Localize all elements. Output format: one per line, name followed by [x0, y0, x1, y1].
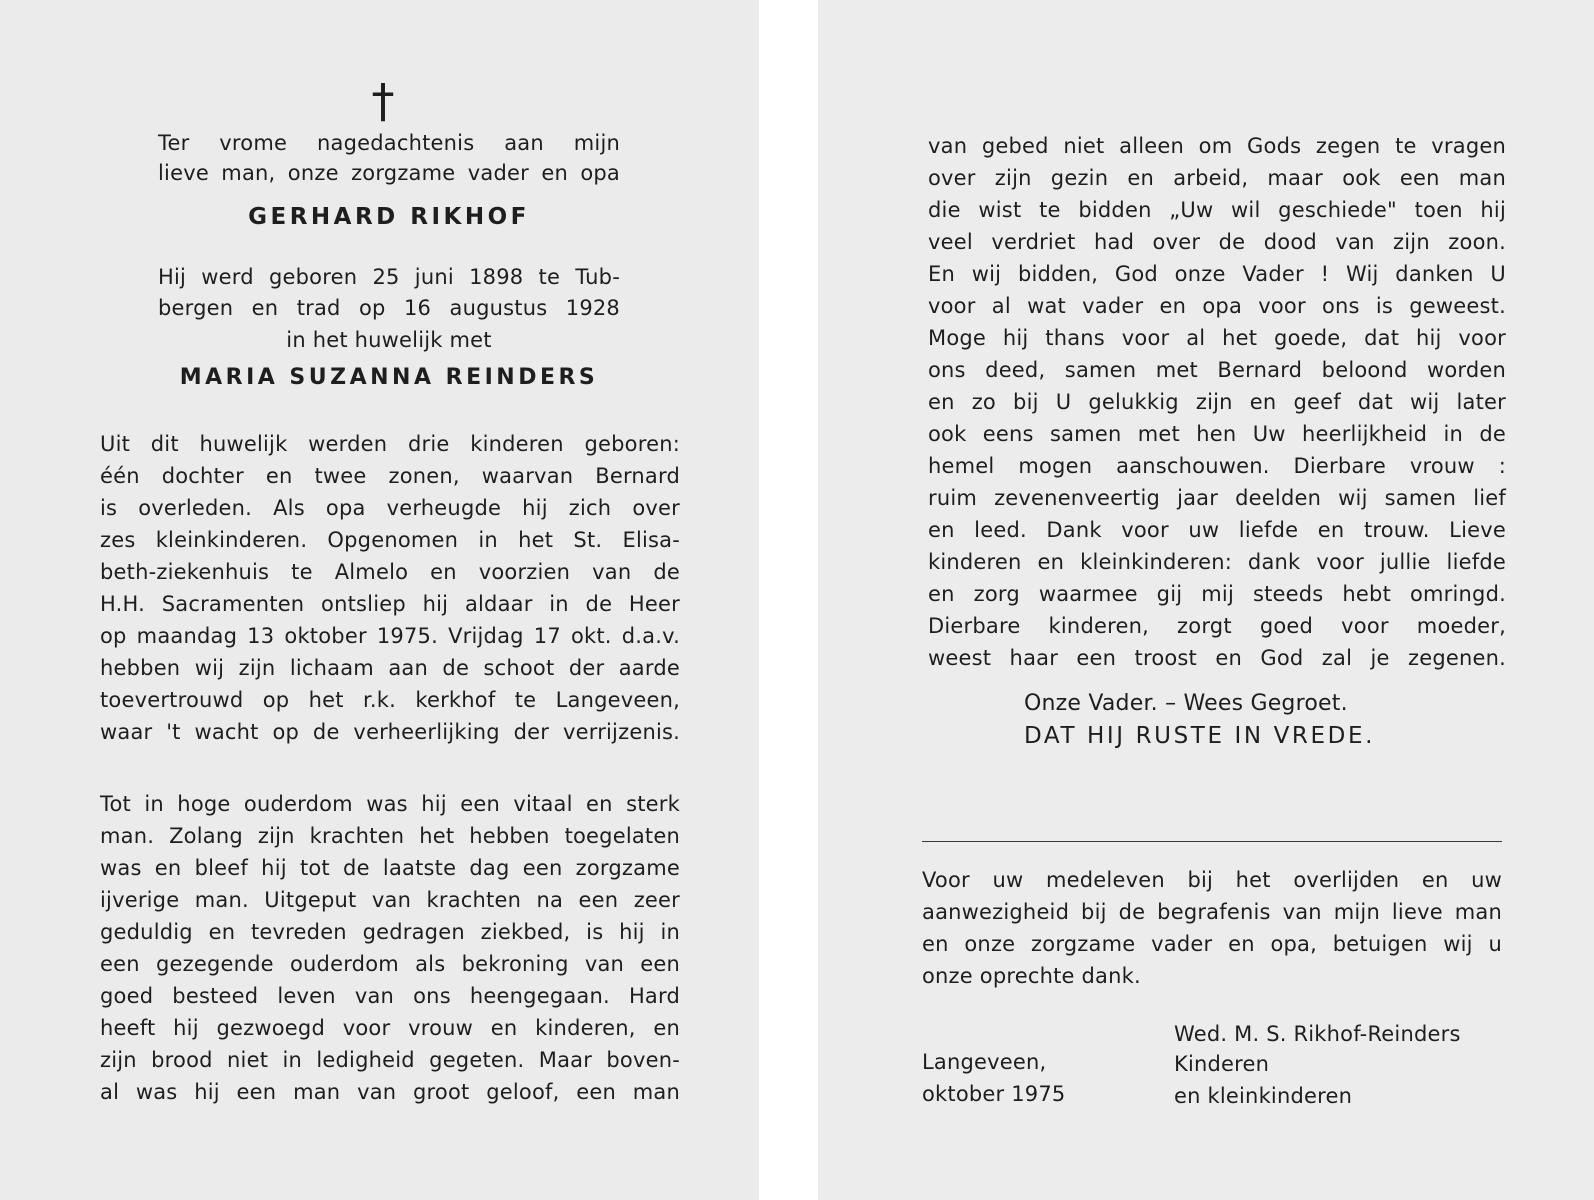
- text-line: al was hij een man van groot geloof, een man: [100, 1080, 680, 1104]
- text-line: waar 't wacht op de verheerlijking der verrijzenis.: [100, 720, 680, 744]
- date: oktober 1975: [922, 1082, 1066, 1106]
- text-line: man. Zolang zijn krachten het hebben toegelaten: [100, 824, 680, 848]
- text-line: en leed. Dank voor uw liefde en trouw. Lieve: [928, 518, 1506, 542]
- text-line: onze oprechte dank.: [922, 964, 1141, 988]
- text-line: hemel mogen aanschouwen. Dierbare vrouw :: [928, 454, 1506, 478]
- text-line: en zorg waarmee gij mij steeds hebt omringd.: [928, 582, 1506, 606]
- text-line: over zijn gezin en arbeid, maar ook een man: [928, 166, 1506, 190]
- text-line: van gebed niet alleen om Gods zegen te vragen: [928, 134, 1506, 158]
- text-line: weest haar een troost en God zal je zegenen.: [928, 646, 1506, 670]
- text-line: En wij bidden, God onze Vader ! Wij danken U: [928, 262, 1506, 286]
- text-line: aanwezigheid bij de begrafenis van mijn lieve man: [922, 900, 1502, 924]
- deceased-name: GERHARD RIKHOF: [248, 204, 530, 230]
- text-line: een gezegende ouderdom als bekroning van een: [100, 952, 680, 976]
- birth-line: Hij werd geboren 25 juni 1898 te Tub-: [158, 265, 620, 289]
- prayer-line: Onze Vader. – Wees Gegroet.: [1024, 691, 1348, 716]
- signatory: Wed. M. S. Rikhof-Reinders: [1174, 1022, 1461, 1046]
- signatory: Kinderen: [1174, 1052, 1270, 1076]
- signatory: en kleinkinderen: [1174, 1084, 1353, 1108]
- text-line: op maandag 13 oktober 1975. Vrijdag 17 okt. d.a.v.: [100, 624, 680, 648]
- text-line: geduldig en tevreden gedragen ziekbed, is hij in: [100, 920, 680, 944]
- text-line: hebben wij zijn lichaam aan de schoot der aarde: [100, 656, 680, 680]
- text-line: ruim zevenenveertig jaar deelden wij samen lief: [928, 486, 1506, 510]
- text-line: toevertrouwd op het r.k. kerkhof te Langeveen,: [100, 688, 680, 712]
- text-line: Tot in hoge ouderdom was hij een vitaal en sterk: [100, 792, 680, 816]
- text-line: beth-ziekenhuis te Almelo en voorzien van de: [100, 560, 680, 584]
- text-line: Uit dit huwelijk werden drie kinderen geboren:: [100, 432, 680, 456]
- birth-line: bergen en trad op 16 augustus 1928: [158, 296, 620, 320]
- text-line: heeft hij gezwoegd voor vrouw en kinderen, en: [100, 1016, 680, 1040]
- text-line: goed besteed leven van ons heengegaan. Hard: [100, 984, 680, 1008]
- text-line: en zo bij U gelukkig zijn en geef dat wij later: [928, 390, 1506, 414]
- spouse-name: MARIA SUZANNA REINDERS: [179, 365, 599, 390]
- text-line: één dochter en twee zonen, waarvan Bernard: [100, 464, 680, 488]
- text-line: ijverige man. Uitgeput van krachten na een zeer: [100, 888, 680, 912]
- text-line: Moge hij thans voor al het goede, dat hij voor: [928, 326, 1506, 350]
- place: Langeveen,: [922, 1050, 1047, 1074]
- left-card: [0, 0, 759, 1200]
- cross-icon: †: [371, 74, 395, 128]
- text-line: zes kleinkinderen. Opgenomen in het St. Elisa-: [100, 528, 680, 552]
- text-line: Dierbare kinderen, zorgt goed voor moeder,: [928, 614, 1506, 638]
- text-line: Voor uw medeleven bij het overlijden en uw: [922, 868, 1502, 892]
- text-line: is overleden. Als opa verheugde hij zich over: [100, 496, 680, 520]
- text-line: en onze zorgzame vader en opa, betuigen wij u: [922, 932, 1502, 956]
- text-line: kinderen en kleinkinderen: dank voor jullie liefde: [928, 550, 1506, 574]
- intro-line: lieve man, onze zorgzame vader en opa: [158, 161, 620, 185]
- rip-line: DAT HIJ RUSTE IN VREDE.: [1024, 723, 1375, 749]
- birth-line: in het huwelijk met: [286, 328, 492, 352]
- intro-line: Ter vrome nagedachtenis aan mijn: [158, 131, 620, 155]
- text-line: was en bleef hij tot de laatste dag een zorgzame: [100, 856, 680, 880]
- text-line: voor al wat vader en opa voor ons is geweest.: [928, 294, 1506, 318]
- text-line: ook eens samen met hen Uw heerlijkheid in de: [928, 422, 1506, 446]
- text-line: die wist te bidden „Uw wil geschiede" toen hij: [928, 198, 1506, 222]
- text-line: zijn brood niet in ledigheid gegeten. Maar boven-: [100, 1048, 680, 1072]
- divider: [922, 841, 1502, 842]
- text-line: H.H. Sacramenten ontsliep hij aldaar in de Heer: [100, 592, 680, 616]
- text-line: veel verdriet had over de dood van zijn zoon.: [928, 230, 1506, 254]
- text-line: ons deed, samen met Bernard beloond worden: [928, 358, 1506, 382]
